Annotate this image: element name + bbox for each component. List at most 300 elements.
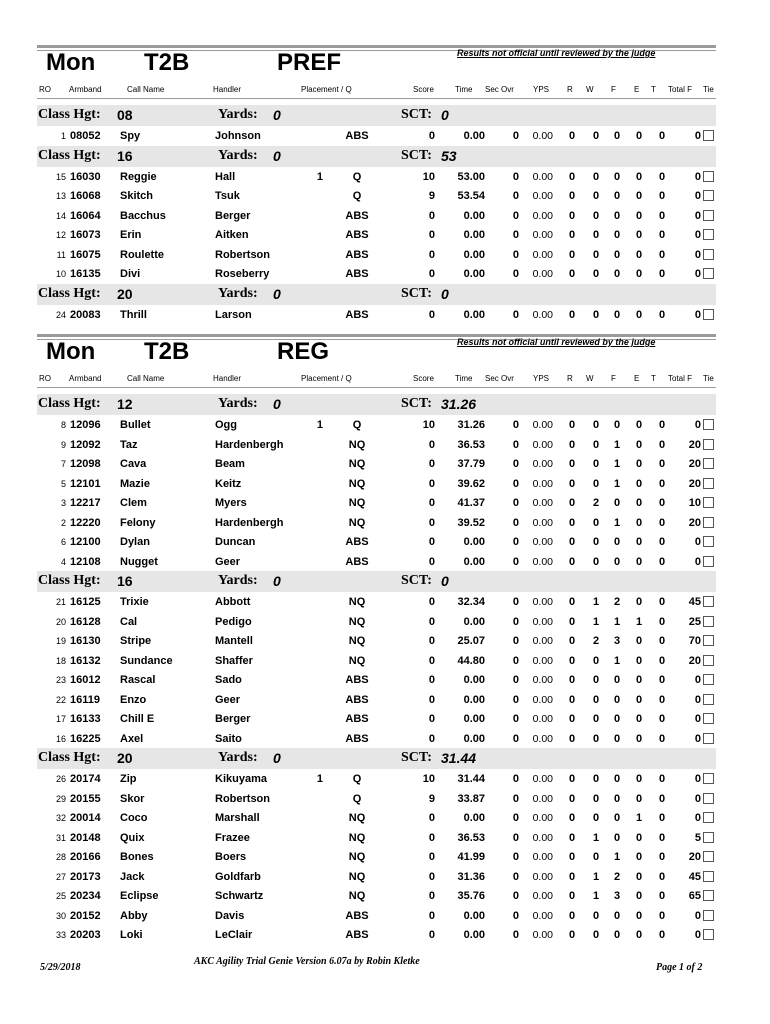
cell-f: 1 (613, 851, 621, 863)
table-row (37, 454, 716, 474)
col-header-yps: YPS (533, 85, 550, 94)
cell-r: 0 (568, 773, 576, 785)
cell-yps: 0.00 (532, 190, 553, 202)
cell-secovr: 0 (512, 248, 519, 261)
cell-e: 0 (635, 732, 643, 745)
cell-score: 0 (428, 693, 435, 706)
cell-handler: Kikuyama (215, 773, 267, 785)
cell-score: 0 (428, 909, 435, 922)
tie-checkbox[interactable] (703, 890, 714, 901)
cell-totalf: 0 (694, 536, 701, 548)
cell-yps: 0.00 (532, 674, 553, 686)
cell-totalf: 25 (688, 615, 701, 628)
cell-ro: 15 (55, 171, 66, 182)
cell-score: 0 (428, 209, 435, 222)
col-header-place: Placement / Q (301, 374, 352, 383)
cell-call: Cal (120, 615, 138, 628)
cell-w: 0 (592, 248, 600, 261)
cell-w: 0 (592, 674, 600, 686)
cell-score: 0 (428, 308, 435, 321)
cell-yps: 0.00 (532, 555, 553, 568)
cell-call: Loki (120, 929, 143, 941)
cell-totalf: 20 (688, 477, 701, 490)
tie-checkbox[interactable] (703, 793, 714, 804)
cell-armband: 16073 (70, 229, 101, 241)
cell-secovr: 0 (512, 209, 519, 222)
cell-armband: 20173 (70, 870, 101, 883)
cell-e: 0 (635, 190, 643, 202)
cell-w: 0 (592, 209, 600, 222)
cell-r: 0 (568, 674, 576, 686)
cell-time: 44.80 (457, 654, 485, 667)
cell-secovr: 0 (512, 170, 519, 183)
class-hgt-value: 08 (117, 107, 133, 123)
tie-checkbox[interactable] (703, 674, 714, 685)
table-row (37, 808, 716, 828)
tie-checkbox[interactable] (703, 871, 714, 882)
cell-w: 0 (592, 713, 600, 725)
yards-label: Yards: (218, 285, 258, 301)
cell-t: 0 (658, 555, 666, 568)
cell-ro: 17 (55, 714, 66, 724)
cell-w: 0 (592, 812, 600, 824)
cell-totalf: 0 (694, 229, 701, 241)
cell-totalf: 0 (694, 773, 701, 785)
cell-ro: 1 (60, 131, 66, 141)
cell-armband: 16128 (70, 615, 101, 628)
tie-checkbox[interactable] (703, 439, 714, 450)
col-header-time: Time (455, 85, 473, 94)
tie-checkbox[interactable] (703, 812, 714, 823)
cell-f: 0 (613, 536, 621, 548)
cell-f: 0 (613, 732, 621, 745)
cell-call: Rascal (120, 674, 156, 686)
cell-yps: 0.00 (532, 497, 553, 509)
cell-e: 0 (635, 596, 643, 608)
table-row (37, 126, 716, 146)
col-header-time: Time (455, 374, 473, 383)
table-row (37, 415, 716, 435)
cell-score: 0 (428, 458, 435, 470)
cell-totalf: 0 (694, 170, 701, 183)
cell-call: Cava (120, 458, 147, 470)
cell-call: Chill E (120, 713, 155, 725)
cell-e: 0 (635, 870, 643, 883)
cell-secovr: 0 (512, 773, 519, 785)
cell-call: Sundance (120, 654, 173, 667)
col-header-tie: Tie (703, 374, 714, 383)
cell-q: Q (352, 170, 362, 183)
tie-checkbox[interactable] (703, 130, 714, 141)
cell-time: 31.36 (457, 870, 485, 883)
cell-t: 0 (658, 170, 666, 183)
cell-call: Divi (120, 268, 141, 280)
cell-t: 0 (658, 536, 666, 548)
cell-time: 0.00 (463, 130, 485, 142)
cell-t: 0 (658, 209, 666, 222)
cell-e: 0 (635, 458, 643, 470)
tie-checkbox[interactable] (703, 910, 714, 921)
cell-yps: 0.00 (532, 516, 553, 529)
cell-e: 0 (635, 170, 643, 183)
col-header-e: E (634, 85, 640, 94)
cell-t: 0 (658, 831, 666, 844)
cell-yps: 0.00 (532, 308, 553, 321)
tie-checkbox[interactable] (703, 694, 714, 705)
cell-q: Q (352, 190, 362, 202)
cell-r: 0 (568, 130, 576, 142)
cell-totalf: 0 (694, 674, 701, 686)
cell-secovr: 0 (512, 458, 519, 470)
sct-label: SCT: (401, 750, 432, 765)
cell-secovr: 0 (512, 268, 519, 280)
tie-checkbox[interactable] (703, 773, 714, 784)
cell-f: 1 (613, 458, 621, 470)
col-header-w: W (586, 374, 594, 383)
cell-yps: 0.00 (532, 268, 553, 280)
cell-r: 0 (568, 596, 576, 608)
cell-w: 1 (592, 596, 600, 608)
cell-q: Q (352, 773, 362, 785)
tie-checkbox[interactable] (703, 210, 714, 221)
sct-label: SCT: (401, 396, 432, 411)
cell-r: 0 (568, 438, 576, 451)
cell-time: 0.00 (463, 674, 485, 686)
tie-checkbox[interactable] (703, 616, 714, 627)
cell-yps: 0.00 (532, 438, 553, 451)
table-row (37, 651, 716, 671)
table-row (37, 709, 716, 729)
cell-handler: Geer (215, 693, 241, 706)
cell-armband: 16132 (70, 654, 101, 667)
cell-handler: Mantell (215, 635, 253, 647)
yards-label: Yards: (218, 396, 258, 411)
tie-checkbox[interactable] (703, 478, 714, 489)
cell-ro: 29 (55, 793, 66, 804)
col-header-yps: YPS (533, 374, 550, 383)
cell-place: 1 (316, 773, 323, 785)
cell-secovr: 0 (512, 890, 519, 902)
col-header-e: E (634, 374, 640, 383)
tie-checkbox[interactable] (703, 458, 714, 469)
cell-e: 0 (635, 773, 643, 785)
cell-armband: 20166 (70, 851, 101, 863)
cell-time: 0.00 (463, 909, 485, 922)
cell-yps: 0.00 (532, 773, 553, 785)
cell-r: 0 (568, 536, 576, 548)
cell-secovr: 0 (512, 308, 519, 321)
cell-t: 0 (658, 713, 666, 725)
tie-checkbox[interactable] (703, 851, 714, 862)
cell-armband: 16068 (70, 190, 101, 202)
cell-w: 2 (592, 635, 600, 647)
cell-yps: 0.00 (532, 732, 553, 745)
cell-q: NQ (348, 635, 366, 647)
cell-r: 0 (568, 190, 576, 202)
sct-value: 0 (441, 107, 449, 123)
table-row (37, 592, 716, 612)
table-row (37, 305, 716, 325)
cell-yps: 0.00 (532, 929, 553, 941)
cell-handler: Beam (215, 458, 245, 470)
cell-totalf: 20 (688, 851, 701, 863)
cell-call: Thrill (120, 308, 147, 321)
sct-value: 0 (441, 285, 449, 302)
cell-totalf: 0 (694, 713, 701, 725)
cell-t: 0 (658, 190, 666, 202)
cell-time: 0.00 (463, 268, 485, 280)
cell-call: Bones (120, 851, 154, 863)
cell-yps: 0.00 (532, 170, 553, 183)
tie-checkbox[interactable] (703, 713, 714, 724)
class-hgt-label: Class Hgt: (38, 107, 101, 122)
cell-armband: 16125 (70, 596, 101, 608)
cell-ro: 12 (55, 230, 66, 240)
cell-f: 0 (613, 170, 621, 183)
cell-secovr: 0 (512, 713, 519, 725)
cell-ro: 32 (55, 813, 66, 823)
cell-call: Roulette (120, 248, 164, 261)
cell-q: NQ (348, 516, 366, 529)
cell-f: 3 (613, 635, 621, 647)
cell-time: 31.26 (457, 419, 485, 431)
cell-w: 0 (592, 190, 600, 202)
cell-w: 0 (592, 438, 600, 451)
cell-q: NQ (348, 596, 366, 608)
cell-armband: 12100 (70, 536, 101, 548)
cell-score: 0 (428, 555, 435, 568)
tie-checkbox[interactable] (703, 517, 714, 528)
col-header-f: F (611, 374, 616, 383)
cell-handler: Sado (215, 674, 242, 686)
cell-handler: Frazee (215, 831, 250, 844)
cell-t: 0 (658, 438, 666, 451)
table-row (37, 435, 716, 455)
cell-w: 0 (592, 693, 600, 706)
cell-time: 53.54 (457, 190, 485, 202)
cell-call: Skor (120, 792, 145, 805)
col-header-secovr: Sec Ovr (485, 374, 514, 383)
cell-f: 0 (613, 812, 621, 824)
tie-checkbox[interactable] (703, 190, 714, 201)
cell-call: Clem (120, 497, 147, 509)
cell-q: ABS (345, 536, 369, 548)
cell-armband: 12092 (70, 438, 101, 451)
cell-r: 0 (568, 248, 576, 261)
cell-call: Skitch (120, 190, 154, 202)
cell-f: 0 (613, 555, 621, 568)
cell-time: 0.00 (463, 615, 485, 628)
cell-time: 39.62 (457, 477, 485, 490)
cell-armband: 12220 (70, 516, 101, 529)
yards-value: 0 (273, 750, 281, 766)
cell-f: 0 (613, 929, 621, 941)
tie-checkbox[interactable] (703, 733, 714, 744)
class-height-bar (37, 571, 716, 592)
cell-ro: 8 (60, 420, 66, 430)
cell-f: 0 (613, 773, 621, 785)
cell-score: 0 (428, 732, 435, 745)
cell-r: 0 (568, 458, 576, 470)
cell-q: ABS (345, 732, 369, 745)
tie-checkbox[interactable] (703, 536, 714, 547)
cell-r: 0 (568, 654, 576, 667)
sct-label: SCT: (401, 147, 432, 163)
footer-software: AKC Agility Trial Genie Version 6.07a by Robin Kletke (194, 956, 420, 967)
col-header-armband: Armband (69, 85, 102, 94)
cell-ro: 33 (55, 930, 66, 940)
cell-score: 0 (428, 929, 435, 941)
class-hgt-label: Class Hgt: (38, 396, 101, 411)
cell-r: 0 (568, 635, 576, 647)
sct-label: SCT: (401, 107, 432, 122)
table-row (37, 206, 716, 226)
cell-t: 0 (658, 248, 666, 261)
cell-armband: 20174 (70, 773, 101, 785)
cell-ro: 21 (55, 597, 66, 607)
cell-handler: Marshall (215, 812, 260, 824)
cell-e: 0 (635, 792, 643, 805)
cell-handler: Ogg (215, 419, 237, 431)
cell-yps: 0.00 (532, 635, 553, 647)
tie-checkbox[interactable] (703, 309, 714, 320)
cell-r: 0 (568, 516, 576, 529)
cell-f: 0 (613, 792, 621, 805)
cell-ro: 26 (55, 774, 66, 784)
tie-checkbox[interactable] (703, 497, 714, 508)
col-header-armband: Armband (69, 374, 102, 383)
table-row (37, 167, 716, 187)
col-header-t: T (651, 85, 656, 94)
tie-checkbox[interactable] (703, 556, 714, 567)
cell-q: ABS (345, 929, 369, 941)
cell-totalf: 0 (694, 419, 701, 431)
cell-t: 0 (658, 635, 666, 647)
class-hgt-label: Class Hgt: (38, 750, 101, 765)
class-hgt-value: 16 (117, 573, 133, 589)
cell-q: ABS (345, 674, 369, 686)
cell-armband: 20083 (70, 308, 101, 321)
cell-w: 0 (592, 130, 600, 142)
cell-handler: Tsuk (215, 190, 240, 202)
cell-call: Abby (120, 909, 148, 922)
tie-checkbox[interactable] (703, 832, 714, 843)
cell-score: 0 (428, 812, 435, 824)
tie-checkbox[interactable] (703, 596, 714, 607)
cell-r: 0 (568, 419, 576, 431)
cell-e: 0 (635, 477, 643, 490)
cell-q: NQ (348, 615, 366, 628)
cell-r: 0 (568, 929, 576, 941)
cell-time: 36.53 (457, 831, 485, 844)
cell-ro: 18 (55, 655, 66, 666)
cell-ro: 28 (55, 852, 66, 862)
cell-secovr: 0 (512, 812, 519, 824)
cell-time: 32.34 (457, 596, 485, 608)
cell-secovr: 0 (512, 190, 519, 202)
table-row (37, 729, 716, 749)
col-header-totalf: Total F (668, 85, 693, 94)
cell-w: 0 (592, 732, 600, 745)
cell-call: Zip (120, 773, 137, 785)
cell-t: 0 (658, 812, 666, 824)
cell-score: 0 (428, 654, 435, 667)
cell-r: 0 (568, 209, 576, 222)
cell-f: 0 (613, 209, 621, 222)
col-header-w: W (586, 85, 594, 94)
tie-checkbox[interactable] (703, 268, 714, 279)
tie-checkbox[interactable] (703, 635, 714, 646)
cell-yps: 0.00 (532, 596, 553, 608)
tie-checkbox[interactable] (703, 655, 714, 666)
table-row (37, 493, 716, 513)
cell-handler: Aitken (215, 229, 249, 241)
cell-time: 35.76 (457, 890, 485, 902)
sct-label: SCT: (401, 285, 432, 301)
cell-f: 0 (613, 308, 621, 321)
cell-t: 0 (658, 130, 666, 142)
class-height-bar (37, 394, 716, 415)
cell-r: 0 (568, 229, 576, 241)
cell-t: 0 (658, 792, 666, 805)
cell-time: 0.00 (463, 555, 485, 568)
cell-secovr: 0 (512, 536, 519, 548)
cell-f: 1 (613, 438, 621, 451)
table-row (37, 186, 716, 206)
cell-handler: Davis (215, 909, 245, 922)
col-header-handler: Handler (213, 85, 242, 94)
cell-score: 0 (428, 596, 435, 608)
cell-t: 0 (658, 615, 666, 628)
class-hgt-value: 12 (117, 396, 133, 412)
cell-t: 0 (658, 516, 666, 529)
cell-t: 0 (658, 693, 666, 706)
header-rule (37, 387, 716, 388)
cell-r: 0 (568, 831, 576, 844)
cell-ro: 27 (55, 871, 66, 882)
cell-time: 37.79 (457, 458, 485, 470)
tie-checkbox[interactable] (703, 229, 714, 240)
cell-time: 0.00 (463, 812, 485, 824)
cell-yps: 0.00 (532, 477, 553, 490)
table-row (37, 906, 716, 926)
sct-value: 31.26 (441, 396, 477, 412)
tie-checkbox[interactable] (703, 171, 714, 182)
cell-r: 0 (568, 170, 576, 183)
tie-checkbox[interactable] (703, 419, 714, 430)
cell-armband: 16012 (70, 674, 101, 686)
tie-checkbox[interactable] (703, 249, 714, 260)
cell-w: 0 (592, 851, 600, 863)
cell-secovr: 0 (512, 497, 519, 509)
tie-checkbox[interactable] (703, 929, 714, 940)
level-label: T2B (144, 49, 190, 76)
cell-yps: 0.00 (532, 693, 553, 706)
cell-yps: 0.00 (532, 458, 553, 470)
cell-score: 0 (428, 713, 435, 725)
cell-totalf: 0 (694, 130, 701, 142)
cell-t: 0 (658, 890, 666, 902)
cell-secovr: 0 (512, 596, 519, 608)
cell-q: NQ (348, 458, 366, 470)
cell-w: 0 (592, 792, 600, 805)
cell-secovr: 0 (512, 792, 519, 805)
cell-w: 0 (592, 773, 600, 785)
program-label: PREF (277, 49, 342, 76)
cell-handler: Shaffer (215, 654, 253, 667)
cell-t: 0 (658, 732, 666, 745)
cell-f: 0 (613, 190, 621, 202)
